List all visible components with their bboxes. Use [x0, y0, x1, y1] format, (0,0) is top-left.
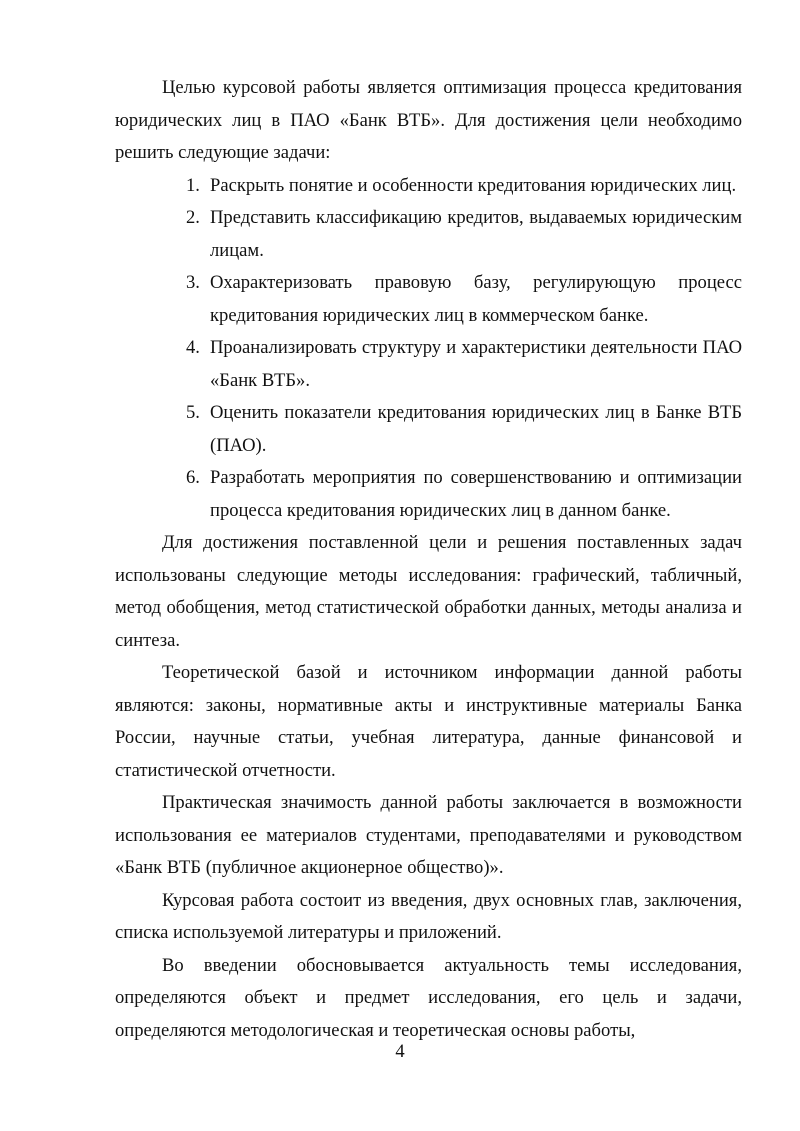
- task-text: Оценить показатели кредитования юридических лиц в Банке ВТБ (ПАО).: [210, 402, 742, 456]
- task-item: [115, 332, 742, 397]
- task-text: Охарактеризовать правовую базу, регулирующую процесс кредитования юридических лиц в коммерческом банке.: [210, 272, 742, 326]
- document-page: [115, 72, 742, 1047]
- task-item: [115, 202, 742, 267]
- task-text: Проанализировать структуру и характеристики деятельности ПАО «Банк ВТБ».: [210, 337, 742, 391]
- theoretical-base-paragraph: Теоретической базой и источником информации данной работы являются: законы, нормативные акты и инструктивные материалы Банка России, научные статьи, учебная литература, данные финансовой и статистической отчетности.: [115, 662, 742, 781]
- task-item: [115, 267, 742, 332]
- introduction-description-paragraph: Во введении обосновывается актуальность темы исследования, определяются объект и предмет исследования, его цель и задачи, определяются методологическая и теоретическая основы работы,: [115, 954, 742, 1041]
- intro-paragraph: Целью курсовой работы является оптимизация процесса кредитования юридических лиц в ПАО «Банк ВТБ». Для достижения цели необходимо решить следующие задачи:: [115, 77, 742, 163]
- task-number: 5.: [186, 402, 200, 423]
- task-number: 2.: [186, 207, 200, 228]
- task-item: [115, 397, 742, 462]
- task-text: Представить классификацию кредитов, выдаваемых юридическим лицам.: [210, 207, 742, 261]
- task-item: [115, 170, 742, 203]
- task-number: 6.: [186, 467, 200, 488]
- page-number: 4: [395, 1041, 405, 1062]
- task-list: [115, 170, 742, 528]
- task-number: 4.: [186, 337, 200, 358]
- task-text: Раскрыть понятие и особенности кредитования юридических лиц.: [210, 174, 737, 196]
- methods-paragraph: Для достижения поставленной цели и решения поставленных задач использованы следующие методы исследования: графический, табличный, метод обобщения, метод статистической обработки данных, методы анализа и синтеза.: [115, 532, 742, 651]
- task-number: 1.: [186, 174, 200, 196]
- structure-paragraph: Курсовая работа состоит из введения, двух основных глав, заключения, списка используемой литературы и приложений.: [115, 889, 742, 943]
- task-item: [115, 462, 742, 527]
- task-number: 3.: [186, 272, 200, 293]
- practical-significance-paragraph: Практическая значимость данной работы заключается в возможности использования ее материалов студентами, преподавателями и руководством «Банк ВТБ (публичное акционерное общество)».: [115, 792, 742, 878]
- task-text: Разработать мероприятия по совершенствованию и оптимизации процесса кредитования юридических лиц в данном банке.: [210, 467, 742, 521]
